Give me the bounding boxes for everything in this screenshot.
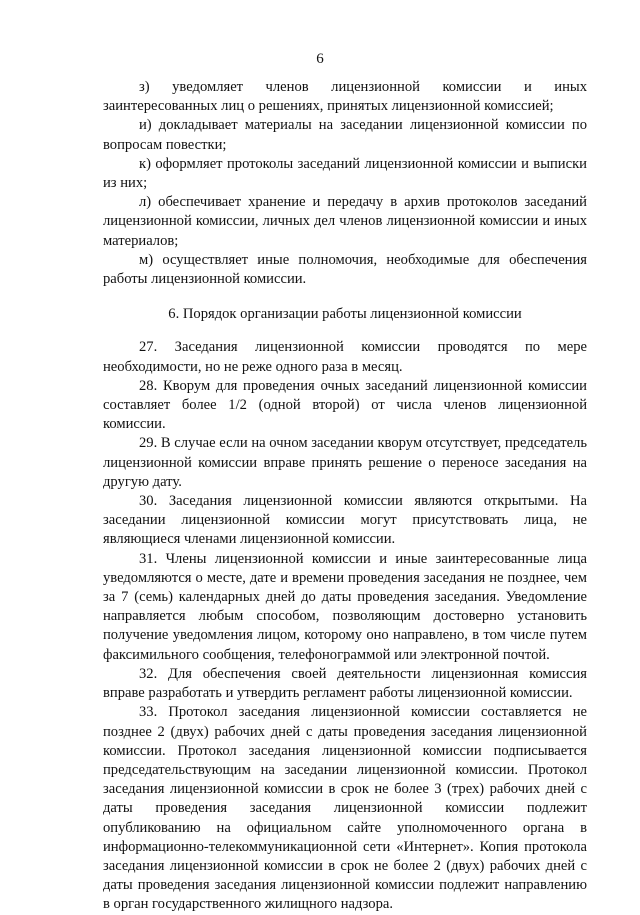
section-heading: 6. Порядок организации работы лицензионной комиссии xyxy=(168,306,522,323)
paragraph-l: л) обеспечивает хранение и передачу в архив протоколов заседаний лицензионной комиссии, личных дел членов лицензионной комиссии и иных материалов; xyxy=(103,194,587,249)
paragraph-33: 33. Протокол заседания лицензионной комиссии составляется не позднее 2 (двух) рабочих дней с даты проведения заседания лицензионной комиссии. Протокол заседания лицензионной комиссии подписывается председательствующим на заседании лицензионной комиссии. Протокол заседания лицензионной комиссии в срок не более 3 (трех) рабочих дней с даты проведения заседания лицензионной комиссии подлежит опубликованию на официальном сайте уполномоченного органа в информационно-телекоммуникационной сети «Интернет». Копия протокола заседания лицензионной комиссии в срок не более 2 (двух) рабочих дней с даты проведения заседания лицензионной комиссии подлежит направлению в орган государственного жилищного надзора. xyxy=(103,704,587,913)
document-body xyxy=(103,78,587,915)
page-number: 6 xyxy=(316,51,324,67)
paragraph-z: з) уведомляет членов лицензионной комиссии и иных заинтересованных лиц о решениях, принятых лицензионной комиссией; xyxy=(103,79,587,115)
paragraph-29: 29. В случае если на очном заседании кворум отсутствует, председатель лицензионной комиссии вправе принять решение о переносе заседания на другую дату. xyxy=(103,435,587,490)
paragraph-k: к) оформляет протоколы заседаний лицензионной комиссии и выписки из них; xyxy=(103,155,587,192)
paragraph-i: и) докладывает материалы на заседании лицензионной комиссии по вопросам повестки; xyxy=(103,117,587,153)
paragraph-28: 28. Кворум для проведения очных заседаний лицензионной комиссии составляет более 1/2 (одной второй) от числа членов лицензионной комиссии. xyxy=(103,377,587,433)
paragraph-31: 31. Члены лицензионной комиссии и иные заинтересованные лица уведомляются о месте, дате и времени проведения заседания не позднее, чем за 7 (семь) календарных дней до даты проведения заседания. Уведомление направляется любым способом, позволяющим достоверно установить получение уведомления лицом, которому оно направлено, в том числе путем факсимильного сообщения, телефонограммой или электронной почтой. xyxy=(103,550,587,663)
paragraph-32: 32. Для обеспечения своей деятельности лицензионная комиссия вправе разработать и утвердить регламент работы лицензионной комиссии. xyxy=(103,665,587,702)
paragraph-m: м) осуществляет иные полномочия, необходимые для обеспечения работы лицензионной комиссии. xyxy=(103,251,587,288)
paragraph-27: 27. Заседания лицензионной комиссии проводятся по мере необходимости, но не реже одного раза в месяц. xyxy=(103,339,587,375)
paragraph-30: 30. Заседания лицензионной комиссии являются открытыми. На заседании лицензионной комиссии могут присутствовать лица, не являющиеся членами лицензионной комиссии. xyxy=(103,493,587,548)
